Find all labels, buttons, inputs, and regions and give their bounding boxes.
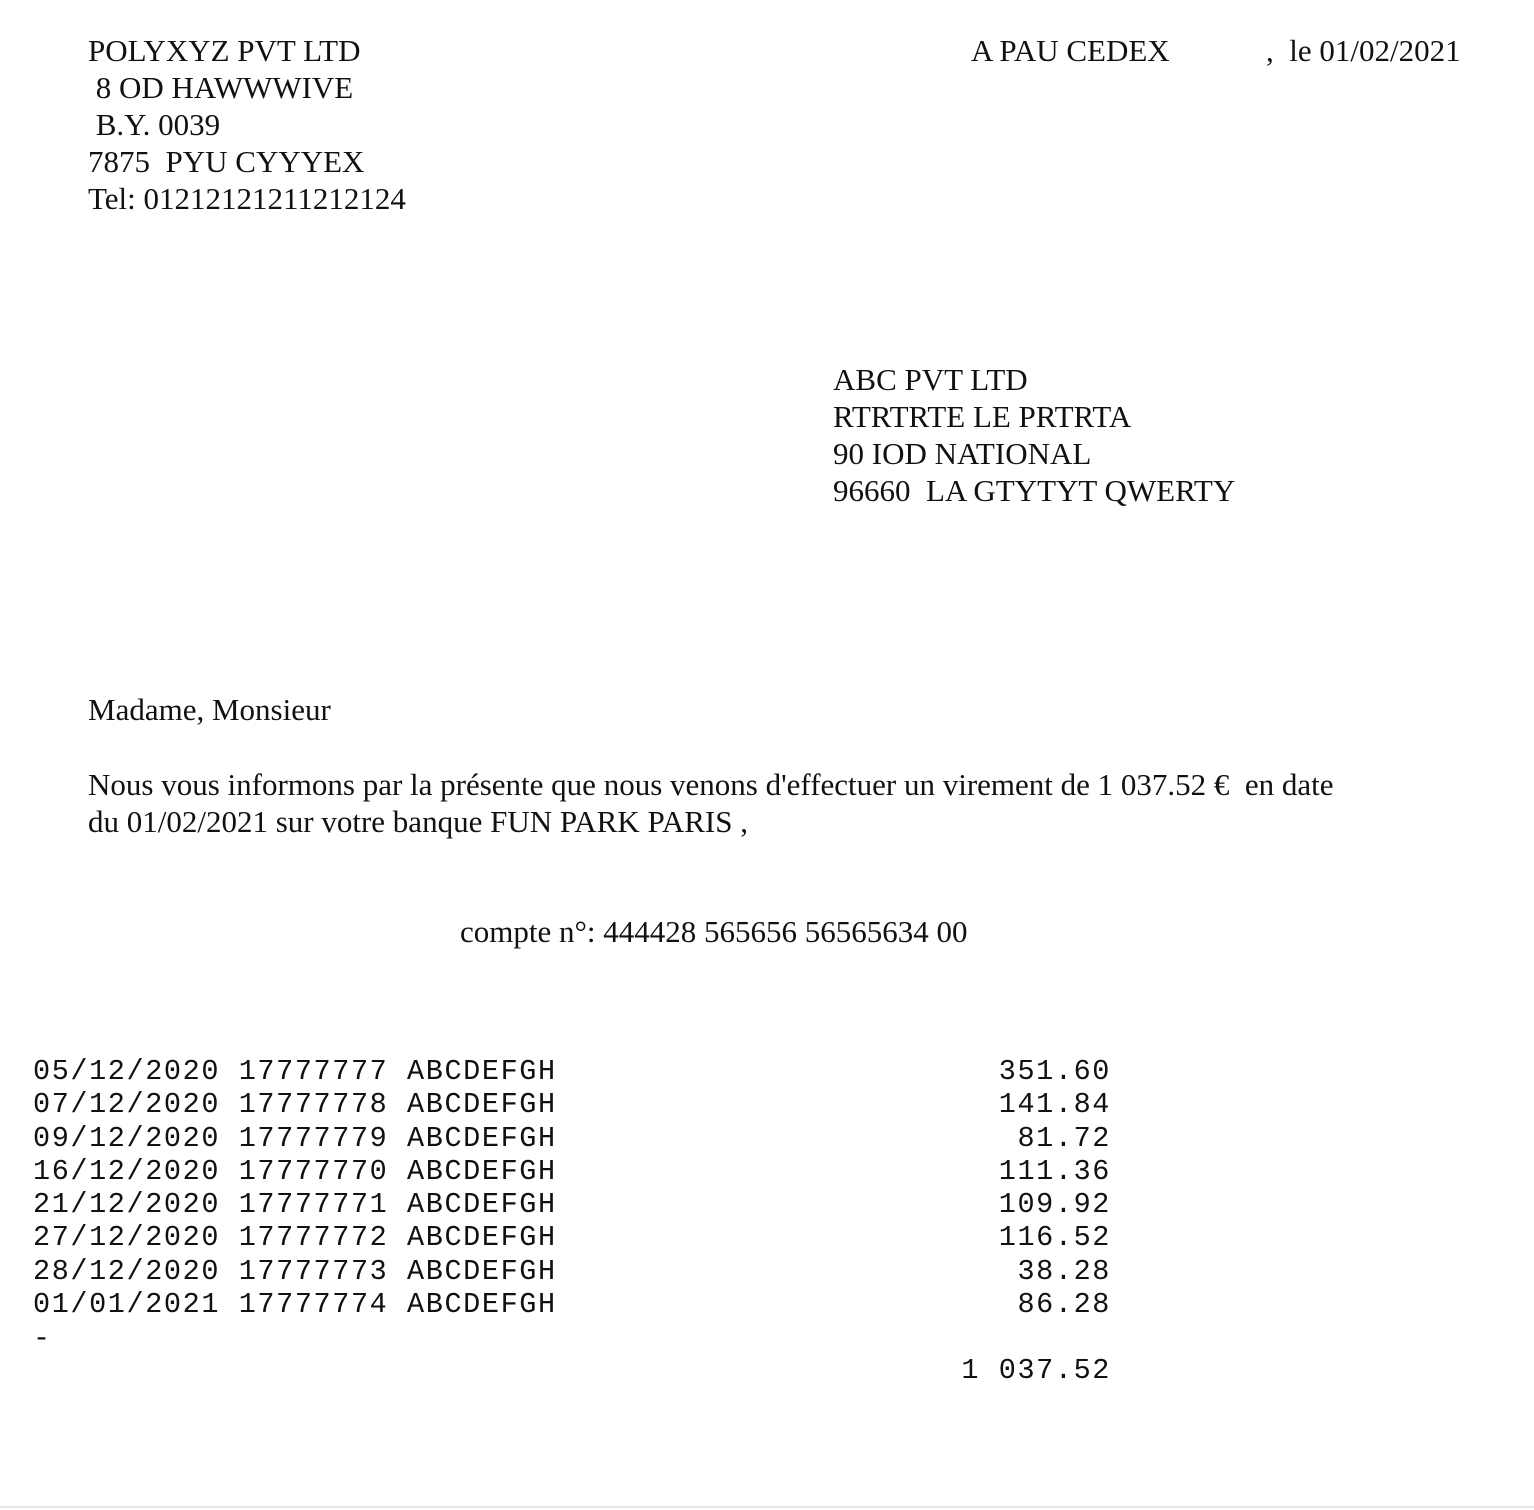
transaction-details: 01/01/2021 17777774 ABCDEFGH xyxy=(33,1288,557,1322)
transaction-table xyxy=(33,1055,1111,1322)
recipient-line: 90 IOD NATIONAL xyxy=(833,436,1092,471)
transaction-amount: 81.72 xyxy=(1017,1121,1111,1155)
transaction-amount: 111.36 xyxy=(998,1154,1111,1188)
sender-line: Tel: 01212121211212124 xyxy=(88,181,406,216)
sender-line: B.Y. 0039 xyxy=(88,107,221,142)
table-row xyxy=(33,1254,1111,1288)
letter-date: , le 01/02/2021 xyxy=(1266,33,1461,68)
transaction-details: 28/12/2020 17777773 ABCDEFGH xyxy=(33,1254,557,1288)
transaction-amount: 38.28 xyxy=(1017,1254,1111,1288)
letter-place: A PAU CEDEX xyxy=(971,33,1170,68)
recipient-address xyxy=(833,361,1235,509)
body-line: du 01/02/2021 sur votre banque FUN PARK PARIS , xyxy=(88,804,748,839)
table-row xyxy=(33,1288,1111,1322)
recipient-line: ABC PVT LTD xyxy=(833,362,1028,397)
table-row xyxy=(33,1221,1111,1255)
transaction-amount: 141.84 xyxy=(998,1088,1111,1122)
transaction-amount: 116.52 xyxy=(998,1221,1111,1255)
transaction-details: 07/12/2020 17777778 ABCDEFGH xyxy=(33,1088,557,1122)
total-amount: 1 037.52 xyxy=(961,1354,1111,1387)
table-row xyxy=(33,1154,1111,1188)
sender-line: POLYXYZ PVT LTD xyxy=(88,33,361,68)
transaction-details: 09/12/2020 17777779 ABCDEFGH xyxy=(33,1121,557,1155)
recipient-line: 96660 LA GTYTYT QWERTY xyxy=(833,473,1236,508)
sender-address xyxy=(88,32,406,217)
recipient-line: RTRTRTE LE PRTRTA xyxy=(833,399,1132,434)
letter-body xyxy=(88,766,1388,840)
salutation: Madame, Monsieur xyxy=(88,692,331,727)
transaction-amount: 86.28 xyxy=(1017,1288,1111,1322)
sender-line: 7875 PYU CYYYEX xyxy=(88,144,365,179)
page-bottom-divider xyxy=(0,1506,1534,1508)
transaction-details: 27/12/2020 17777772 ABCDEFGH xyxy=(33,1221,557,1255)
transaction-details: 21/12/2020 17777771 ABCDEFGH xyxy=(33,1188,557,1222)
body-line: Nous vous informons par la présente que nous venons d'effectuer un virement de 1 037.52 € en date xyxy=(88,767,1334,802)
table-row xyxy=(33,1055,1111,1088)
table-row xyxy=(33,1088,1111,1122)
table-row xyxy=(33,1121,1111,1155)
sender-line: 8 OD HAWWWIVE xyxy=(88,70,354,105)
transaction-amount: 351.60 xyxy=(998,1055,1111,1088)
transaction-details: 16/12/2020 17777770 ABCDEFGH xyxy=(33,1154,557,1188)
table-row xyxy=(33,1188,1111,1222)
transaction-details: 05/12/2020 17777777 ABCDEFGH xyxy=(33,1055,557,1088)
transaction-amount: 109.92 xyxy=(998,1188,1111,1222)
separator-dash: - xyxy=(33,1322,52,1355)
account-number: compte n°: 444428 565656 56565634 00 xyxy=(460,914,968,949)
